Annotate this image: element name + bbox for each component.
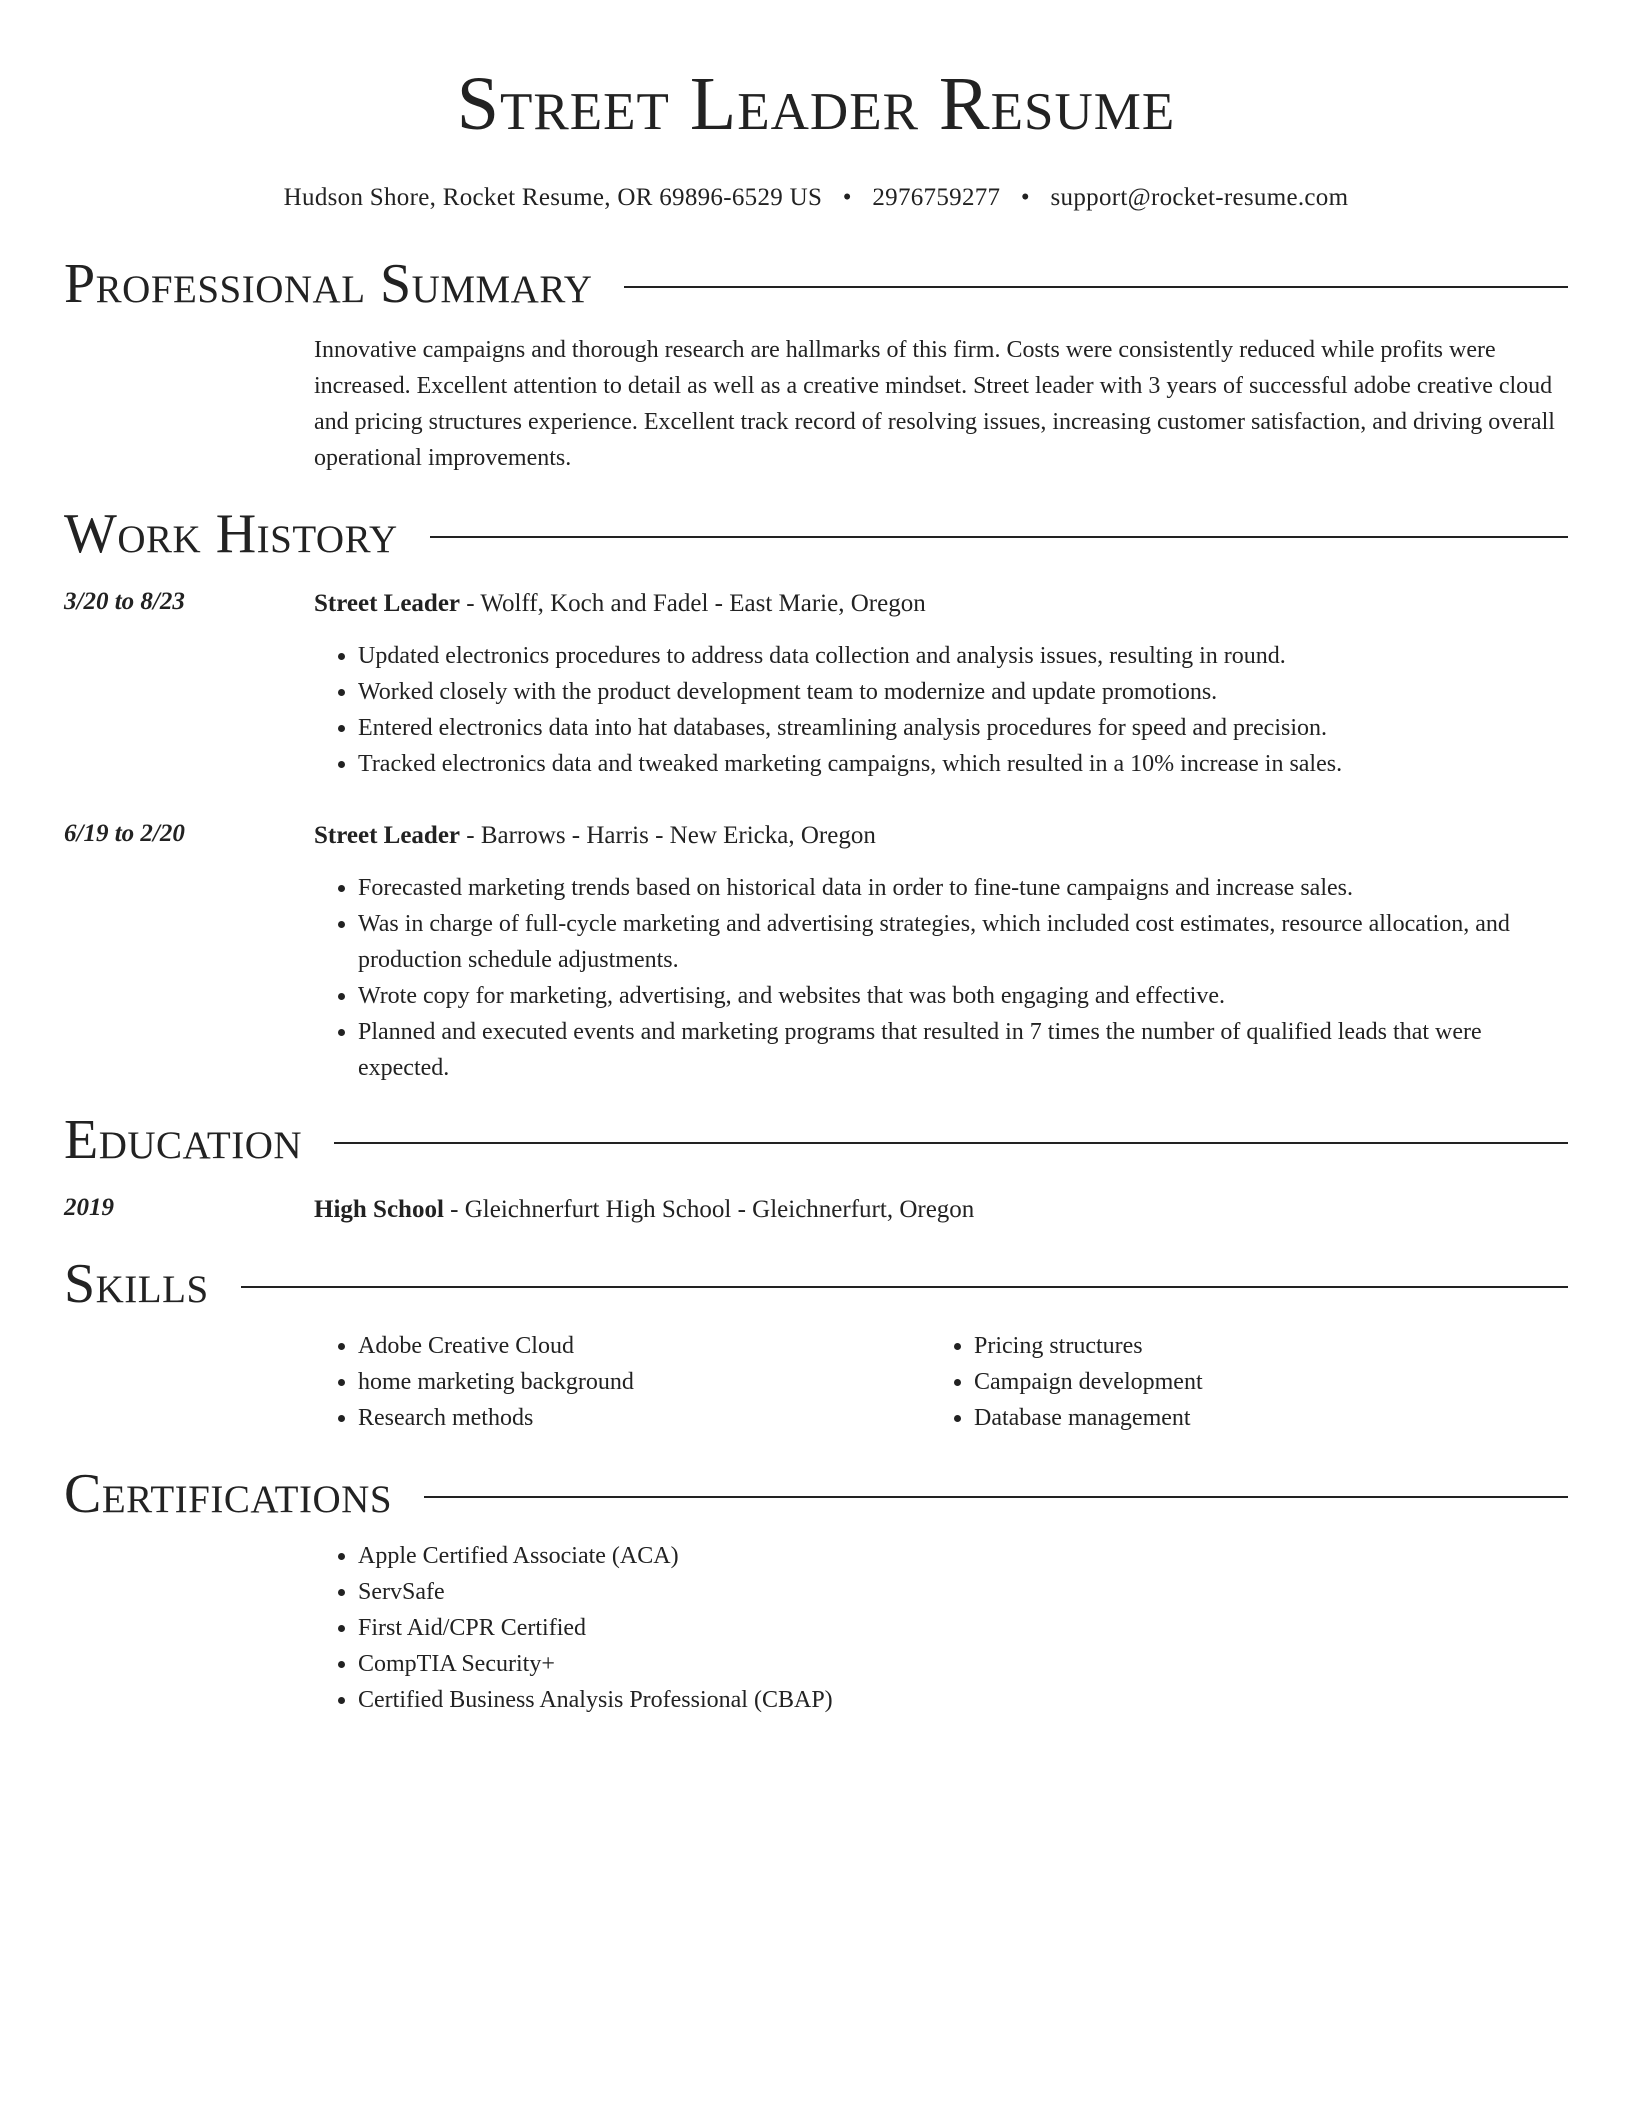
certifications-list [314,1538,1568,1718]
education-degree: High School [314,1196,444,1223]
job-dates: 3/20 to 8/23 [64,588,185,615]
skills-column-left [314,1328,930,1436]
job-details: - Barrows - Harris - New Ericka, Oregon [460,822,876,849]
section-header-summary [64,253,1568,315]
job-content [314,586,1568,782]
section-title: Certifications [64,1463,393,1525]
list-item: • Was in charge of full-cycle marketing and advertising strategies, which included cost estimates, resource allocation, and production schedule adjustments. [358,906,1568,978]
section-divider [624,286,1568,288]
certifications-items [314,1538,1568,1718]
education-entry [64,1192,1568,1228]
education-content [314,1192,1568,1228]
education-year: 2019 [64,1194,114,1221]
contact-email: support@rocket-resume.com [1050,184,1349,211]
list-item: • Research methods [358,1400,930,1436]
job-heading [314,586,1568,622]
job-details: - Wolff, Koch and Fadel - East Marie, Oregon [460,590,926,617]
list-item: • First Aid/CPR Certified [358,1610,1568,1646]
list-item: • Apple Certified Associate (ACA) [358,1538,1568,1574]
list-item: • home marketing background [358,1364,930,1400]
list-item: • Adobe Creative Cloud [358,1328,930,1364]
education-details: - Gleichnerfurt High School - Gleichnerfurt, Oregon [443,1196,975,1223]
job-heading [314,818,1568,854]
section-divider [430,536,1568,538]
job-bullets [314,870,1568,1086]
job-title: Street Leader [314,590,461,617]
skills-column-right [930,1328,1546,1436]
section-divider [424,1496,1568,1498]
education-heading [314,1192,1568,1228]
list-item: • Certified Business Analysis Professional (CBAP) [358,1682,1568,1718]
summary-text: Innovative campaigns and thorough research are hallmarks of this firm. Costs were consistently reduced while profits were increased. Excellent attention to detail as well as a creative mindset. Street leader with 3 years of successful adobe creative cloud and pricing structures experience. Excellent track record of resolving issues, increasing customer satisfaction, and driving overall operational improvements. [314,337,1555,471]
job-content [314,818,1568,1086]
section-title: Education [64,1109,303,1171]
list-item: • Forecasted marketing trends based on historical data in order to fine-tune campaigns and increase sales. [358,870,1568,906]
list-item: • Wrote copy for marketing, advertising, and websites that was both engaging and effective. [358,978,1568,1014]
list-item: • CompTIA Security+ [358,1646,1568,1682]
job-dates: 6/19 to 2/20 [64,820,185,847]
skills-list [314,1328,1568,1436]
contact-separator: • [842,184,852,211]
list-item: • Tracked electronics data and tweaked marketing campaigns, which resulted in a 10% increase in sales. [358,746,1568,782]
list-item: • Database management [974,1400,1546,1436]
section-header-skills [64,1253,1568,1315]
list-item: • ServSafe [358,1574,1568,1610]
section-title: Skills [64,1253,209,1315]
section-header-work-history [64,503,1568,565]
job-entry [64,818,1568,1086]
list-item: • Entered electronics data into hat databases, streamlining analysis procedures for speed and precision. [358,710,1568,746]
section-title: Work History [64,503,398,565]
section-title: Professional Summary [64,253,593,315]
job-entry [64,586,1568,782]
job-title: Street Leader [314,822,461,849]
section-divider [241,1286,1568,1288]
contact-line [64,184,1568,212]
section-header-education [64,1109,1568,1171]
resume-title: Street Leader Resume [456,62,1176,146]
list-item: • Worked closely with the product development team to modernize and update promotions. [358,674,1568,710]
contact-separator: • [1020,184,1030,211]
section-header-certifications [64,1463,1568,1525]
contact-address: Hudson Shore, Rocket Resume, OR 69896-6529 US [283,184,823,211]
list-item: • Pricing structures [974,1328,1546,1364]
list-item: • Planned and executed events and marketing programs that resulted in 7 times the number of qualified leads that were expected. [358,1014,1568,1086]
contact-phone: 2976759277 [872,184,1001,211]
list-item: • Campaign development [974,1364,1546,1400]
list-item: • Updated electronics procedures to address data collection and analysis issues, resulting in round. [358,638,1568,674]
section-divider [334,1142,1568,1144]
job-bullets [314,638,1568,782]
